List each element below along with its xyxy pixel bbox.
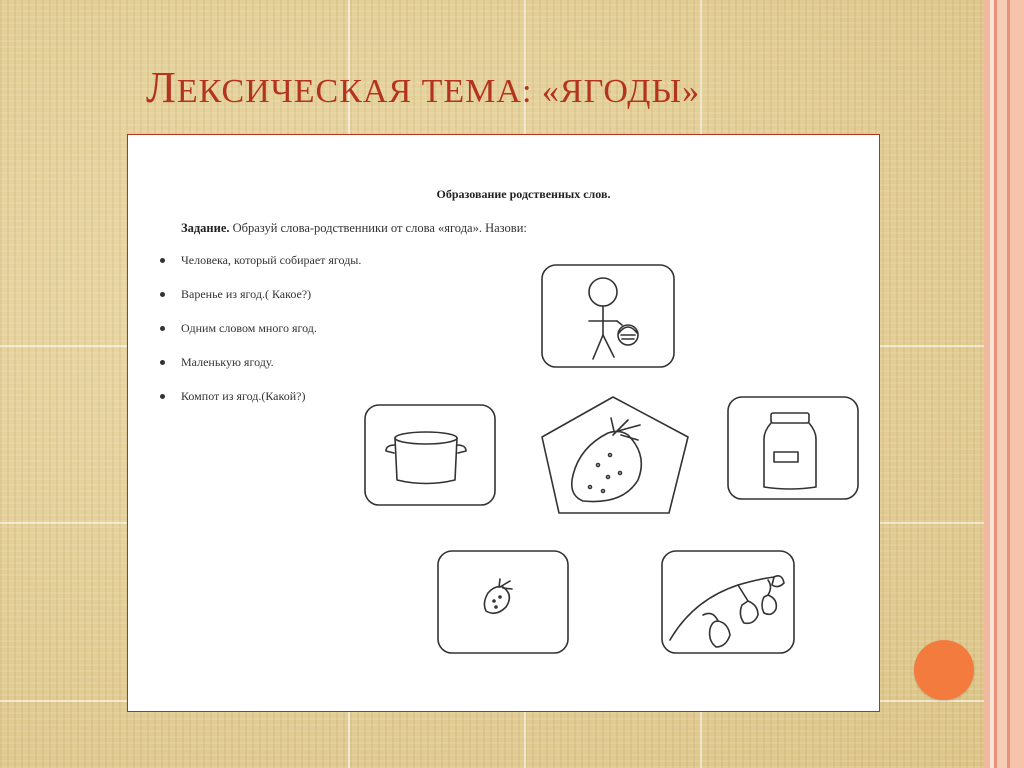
decorative-orange-circle (914, 640, 974, 700)
list-item-text: Компот из ягод.(Какой?) (181, 389, 306, 403)
worksheet-image (127, 134, 880, 712)
small-berry-icon (438, 551, 568, 653)
list-item-text: Маленькую ягоду. (181, 355, 274, 369)
task-label: Задание. (181, 221, 230, 235)
slide-title (146, 62, 946, 113)
edge-stripes (984, 0, 1024, 768)
picture-cards (128, 135, 881, 713)
berry-branch-icon (662, 551, 794, 653)
pot-icon (365, 405, 495, 505)
title-rest: ЕКСИЧЕСКАЯ ТЕМА: «ЯГОДЫ» (176, 73, 701, 110)
jar-icon (728, 397, 858, 499)
list-item-text: Варенье из ягод.( Какое?) (181, 287, 312, 301)
title-first-letter: Л (146, 63, 177, 112)
person-with-basket-icon (542, 265, 674, 367)
task-text: Образуй слова-родственники от слова «ягода». Назови: (229, 221, 527, 235)
list-item-text: Человека, который собирает ягоды. (181, 253, 362, 267)
strawberry-icon (542, 397, 688, 513)
worksheet-heading: Образование родственных слов. (436, 187, 611, 201)
list-item-text: Одним словом много ягод. (181, 321, 317, 335)
